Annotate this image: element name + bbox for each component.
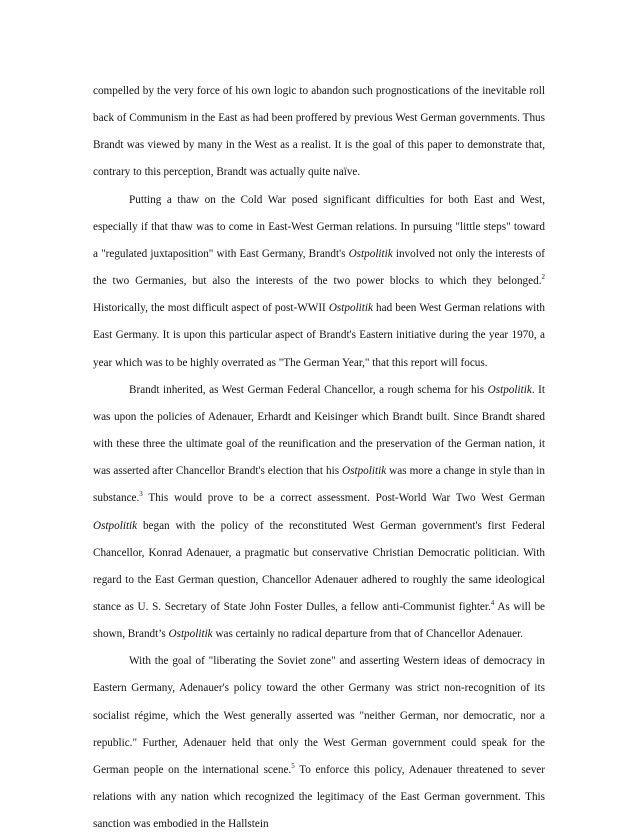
text-run: To enforce this policy, Adenauer threatened to sever relations with any nation which recognized the legitimacy of the East German government. This sanction was embodied in the Hallstein: [93, 763, 546, 831]
italic-term: Ostpolitik: [342, 465, 387, 478]
footnote-ref: 2: [541, 273, 545, 282]
text-run: With the goal of "liberating the Soviet zone" and asserting Western ideas of democracy in Eastern Germany, Adenauer's policy toward the other Germany was strict non-recognition of its socialist régime, which the West generally asserted was "neither German, nor democratic, nor a republic." Further, Adenauer held that only the West German government could speak for the German people on the international scene.: [93, 655, 545, 776]
footnote-ref: 3: [139, 490, 143, 499]
text-run: Historically, the most difficult aspect of post-WWII: [93, 302, 329, 315]
paragraph-4: [93, 648, 545, 838]
text-run: had been West German relations with East Germany. It is upon this particular aspect of Brandt's Eastern initiative during the year 1970, a year which was to be highly overrated as "The German Year," that this report will focus.: [93, 302, 545, 369]
italic-term: Ostpolitik: [328, 302, 373, 315]
footnote-ref: 5: [291, 761, 295, 770]
italic-term: Ostpolitik: [487, 383, 532, 396]
text-run: involved not only the interests of the two Germanies, but also the interests of the two power blocks to which they belonged.: [93, 247, 546, 288]
body-text: [93, 78, 545, 838]
paragraph-2: [93, 187, 545, 377]
italic-term: Ostpolitik: [348, 247, 393, 260]
paragraph-1: [93, 78, 545, 187]
text-run: . It was upon the policies of Adenauer, Erhardt and Keisinger which Brandt built. Since Brandt shared with these three the ultimate goal of the reunification and the preservation of the German nation, it was asserted after Chancellor Brandt's election that his: [93, 383, 546, 478]
text-run: Putting a thaw on the Cold War posed significant difficulties for both East and West, especially if that thaw was to come in East-West German relations. In pursuing "little steps" toward a "regulated juxtaposition" with East Germany, Brandt's: [93, 193, 545, 260]
italic-term: Ostpolitik: [168, 628, 213, 641]
text-run: began with the policy of the reconstituted West German government's first Federal Chancellor, Konrad Adenauer, a pragmatic but conservative Christian Democratic politician. With regard to the East German question, Chancellor Adenauer adhered to roughly the same ideological stance as U. S. Secretary of State John Foster Dulles, a fellow anti-Communist fighter.: [93, 519, 545, 613]
paragraph-3: [93, 377, 545, 649]
footnote-ref: 4: [490, 598, 495, 607]
text-run: As will be shown, Brandt’s: [93, 600, 545, 641]
text-run: was more a change in style than in substance.: [93, 465, 545, 505]
italic-term: Ostpolitik: [93, 519, 138, 532]
text-run: compelled by the very force of his own logic to abandon such prognostications of the inevitable roll back of Communism in the East as had been proffered by previous West German governments. Thus Brandt was viewed by many in the West as a realist. It is the goal of this paper to demonstrate that, contrary to this perception, Brandt was actually quite naïve.: [93, 85, 545, 179]
text-run: This would prove to be a correct assessment. Post-World War Two West German: [142, 492, 545, 505]
text-run: Brandt inherited, as West German Federal Chancellor, a rough schema for his: [129, 383, 488, 396]
text-run: was certainly no radical departure from that of Chancellor Adenauer.: [212, 628, 523, 641]
